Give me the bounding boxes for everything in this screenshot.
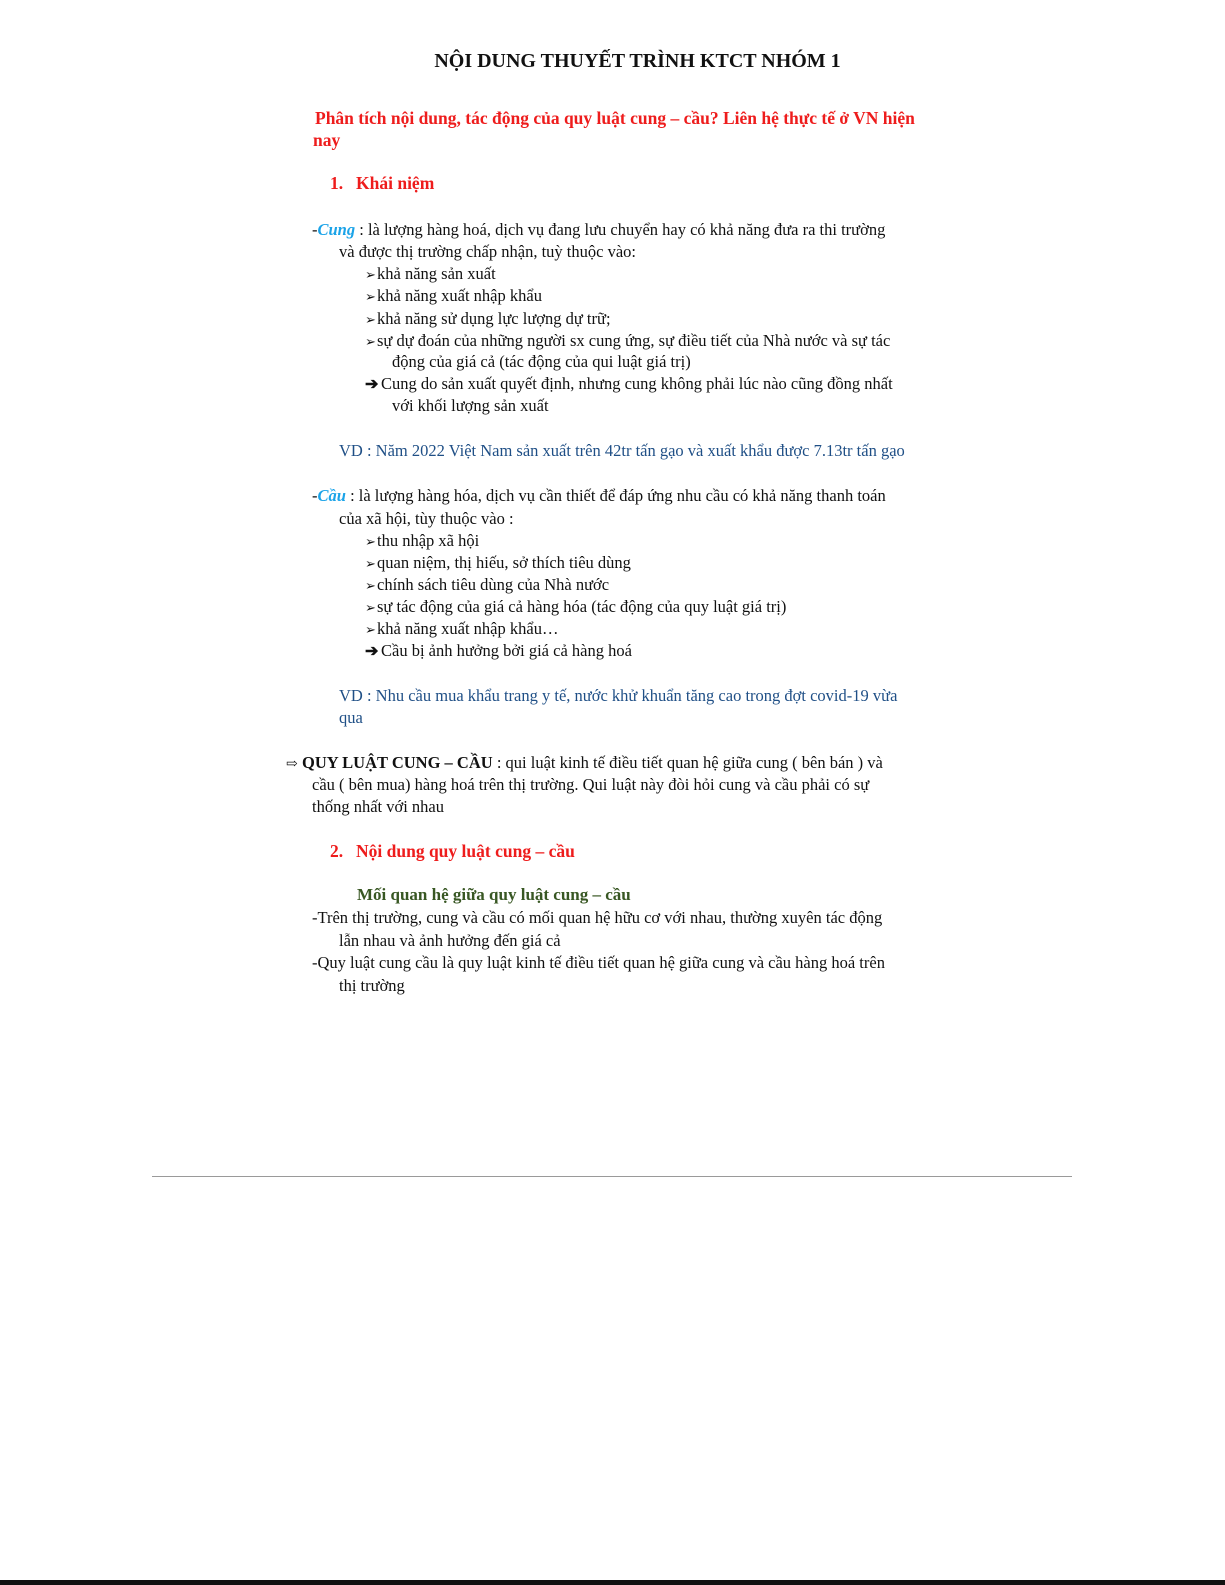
law-text: : qui luật kinh tế điều tiết quan hệ giữa cung ( bên bán ) và — [492, 753, 883, 772]
supply-conclusion-line-1 — [365, 374, 893, 394]
relation-paragraph-2-line-2: thị trường — [339, 976, 405, 995]
demand-example-line-2: qua — [339, 708, 363, 727]
law-line-3: thống nhất với nhau — [312, 797, 444, 816]
demand-bullet-2 — [365, 553, 631, 573]
demand-bullet-text: thu nhập xã hội — [377, 531, 480, 550]
demand-bullet-5 — [365, 619, 558, 639]
supply-conclusion-line-2: với khối lượng sản xuất — [392, 396, 549, 415]
demand-example-line-1: VD : Nhu cầu mua khẩu trang y tế, nước khử khuẩn tăng cao trong đợt covid-19 vừa — [339, 686, 898, 705]
supply-bullet-2 — [365, 286, 542, 306]
relation-paragraph-2-line-1: -Quy luật cung cầu là quy luật kinh tế điều tiết quan hệ giữa cung và cầu hàng hoá trên — [312, 953, 885, 972]
relation-paragraph-1-line-2: lẫn nhau và ảnh hưởng đến giá cả — [339, 931, 561, 950]
demand-bullet-text: sự tác động của giá cả hàng hóa (tác động của quy luật giá trị) — [377, 597, 787, 616]
document-title: NỘI DUNG THUYẾT TRÌNH KTCT NHÓM 1 — [434, 50, 841, 72]
law-line-2: cầu ( bên mua) hàng hoá trên thị trường. Qui luật này đòi hỏi cung và cầu phải có sự — [312, 775, 870, 794]
supply-dash: - — [312, 220, 318, 239]
demand-bullet-text: khả năng xuất nhập khẩu… — [377, 619, 559, 638]
section-2-number: 2. — [330, 841, 344, 861]
supply-definition-line-2: và được thị trường chấp nhận, tuỳ thuộc vào: — [339, 242, 636, 261]
supply-bullet-4-continuation: động của giá cả (tác động của qui luật giá trị) — [392, 352, 691, 371]
demand-term: Cầu — [317, 486, 346, 505]
demand-bullet-text: chính sách tiêu dùng của Nhà nước — [377, 575, 610, 594]
demand-definition-line-1 — [312, 486, 886, 506]
bullet-icon: ➢ — [365, 534, 376, 549]
page-divider — [152, 1176, 1072, 1177]
supply-definition-line-1 — [312, 220, 885, 240]
demand-dash: - — [312, 486, 318, 505]
demand-bullet-text: quan niệm, thị hiếu, sở thích tiêu dùng — [377, 553, 631, 572]
supply-bullet-1 — [365, 264, 496, 284]
section-1-number: 1. — [330, 173, 344, 193]
arrow-right-icon: ➔ — [365, 643, 379, 660]
bullet-icon: ➢ — [365, 289, 376, 304]
bottom-edge-bar — [0, 1580, 1225, 1585]
bullet-icon: ➢ — [365, 578, 376, 593]
section-2-title: Nội dung quy luật cung – cầu — [356, 841, 575, 861]
section-1-title: Khái niệm — [356, 173, 435, 193]
bullet-icon: ➢ — [365, 312, 376, 327]
supply-term: Cung — [317, 220, 356, 239]
bullet-icon: ➢ — [365, 622, 376, 637]
law-label: QUY LUẬT CUNG – CẦU — [302, 753, 493, 772]
section-2-heading — [330, 841, 575, 862]
supply-bullet-text: khả năng xuất nhập khẩu — [377, 286, 542, 305]
supply-bullet-4 — [365, 331, 890, 351]
bullet-icon: ➢ — [365, 334, 376, 349]
demand-conclusion-text: Cầu bị ảnh hưởng bởi giá cả hàng hoá — [381, 641, 632, 660]
law-line-1 — [286, 753, 883, 773]
demand-def-text: : là lượng hàng hóa, dịch vụ cần thiết để đáp ứng nhu cầu có khả năng thanh toán — [345, 486, 886, 505]
question-line-2: nay — [313, 130, 341, 150]
question-line-1: Phân tích nội dung, tác động của quy luật cung – cầu? Liên hệ thực tế ở VN hiện — [315, 108, 915, 128]
implies-arrow-icon: ⇨ — [286, 757, 298, 772]
supply-def-text: : là lượng hàng hoá, dịch vụ đang lưu chuyển hay có khả năng đưa ra thi trường — [355, 220, 886, 239]
demand-bullet-1 — [365, 531, 479, 551]
demand-definition-line-2: của xã hội, tùy thuộc vào : — [339, 509, 514, 528]
demand-conclusion — [365, 641, 632, 661]
supply-bullet-text: sự dự đoán của những người sx cung ứng, sự điều tiết của Nhà nước và sự tác — [377, 331, 891, 350]
bullet-icon: ➢ — [365, 556, 376, 571]
demand-bullet-3 — [365, 575, 609, 595]
supply-conclusion-text: Cung do sản xuất quyết định, nhưng cung không phải lúc nào cũng đồng nhất — [381, 374, 893, 393]
supply-bullet-3 — [365, 309, 611, 329]
demand-bullet-4 — [365, 597, 786, 617]
bullet-icon: ➢ — [365, 267, 376, 282]
relation-paragraph-1-line-1: -Trên thị trường, cung và cầu có mối quan hệ hữu cơ với nhau, thường xuyên tác động — [312, 908, 883, 927]
section-1-heading — [330, 173, 434, 194]
relation-subheading: Mối quan hệ giữa quy luật cung – cầu — [357, 885, 631, 904]
supply-bullet-text: khả năng sử dụng lực lượng dự trữ; — [377, 309, 611, 328]
supply-example: VD : Năm 2022 Việt Nam sản xuất trên 42tr tấn gạo và xuất khẩu được 7.13tr tấn gạo — [339, 441, 905, 460]
supply-bullet-text: khả năng sản xuất — [377, 264, 496, 283]
bullet-icon: ➢ — [365, 600, 376, 615]
arrow-right-icon: ➔ — [365, 376, 379, 393]
